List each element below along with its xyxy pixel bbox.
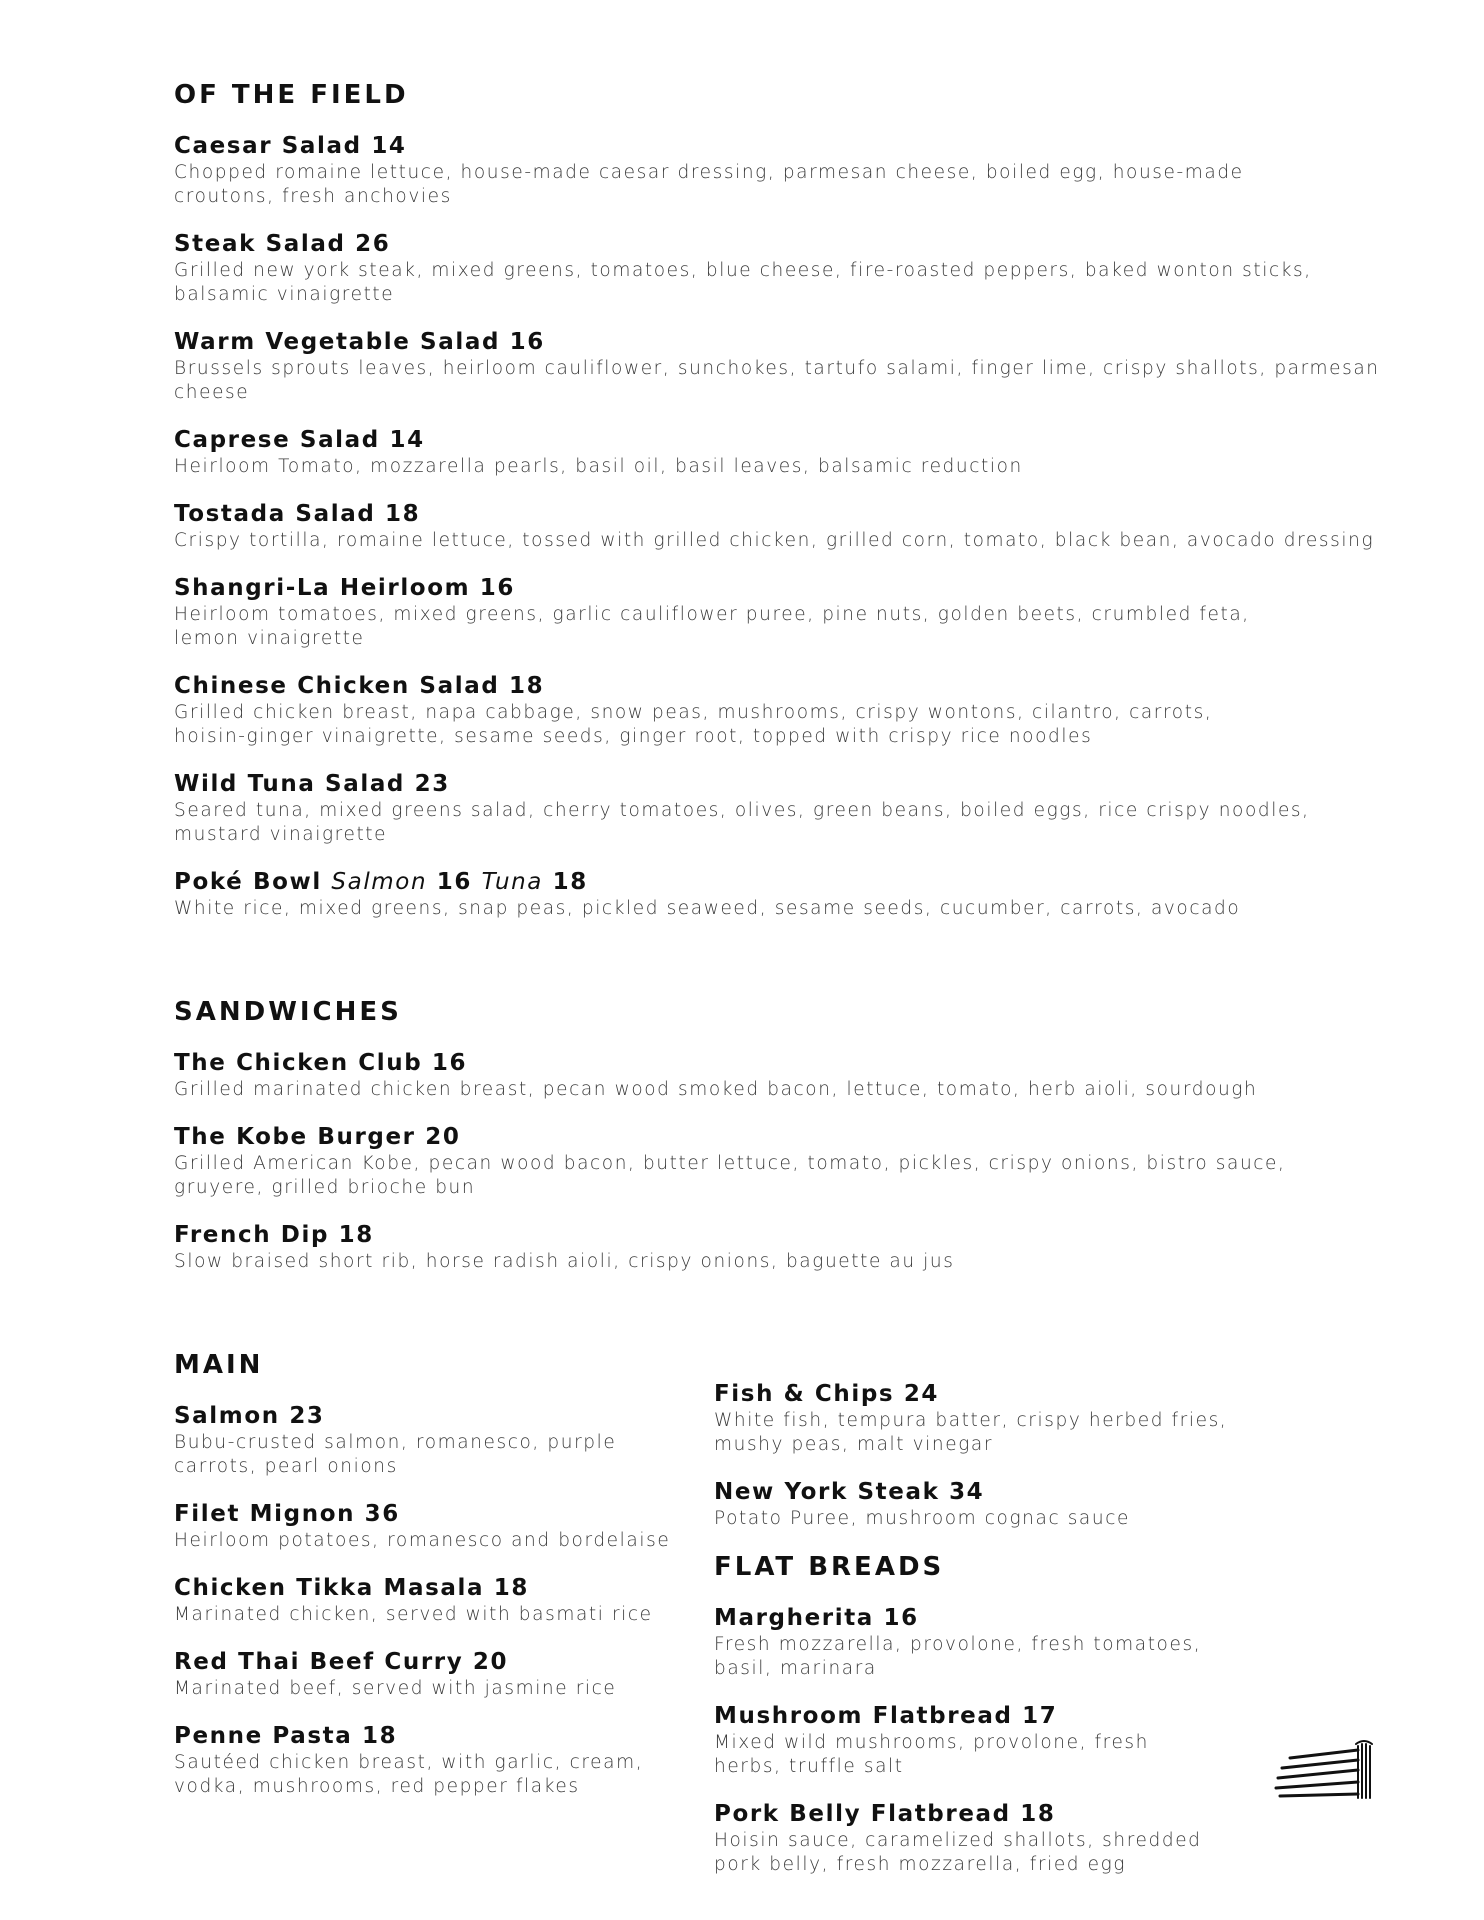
- right-column: [714, 1380, 1234, 1898]
- poke-option-label: Salmon: [331, 869, 428, 895]
- item-description: Chopped romaine lettuce, house-made caesar dressing, parmesan cheese, boiled egg, house-made croutons, fresh anchovies: [174, 162, 1244, 207]
- item-description: Grilled American Kobe, pecan wood bacon, butter lettuce, tomato, pickles, crispy onions, bistro sauce, gruyere, grilled brioche bun: [174, 1153, 1286, 1198]
- item-name: Wild Tuna Salad 23: [174, 771, 450, 797]
- menu-item: [174, 1221, 1394, 1274]
- section-title: MAIN: [174, 1350, 264, 1380]
- item-description: Mixed wild mushrooms, provolone, fresh herbs, truffle salt: [714, 1732, 1150, 1777]
- section-spacer: [174, 942, 1394, 997]
- menu-item: [174, 1500, 714, 1553]
- item-description: Hoisin sauce, caramelized shallots, shredded pork belly, fresh mozzarella, fried egg: [714, 1830, 1202, 1875]
- item-name: Salmon 23: [174, 1403, 325, 1429]
- item-description: Marinated beef, served with jasmine rice: [174, 1678, 617, 1699]
- item-description: Grilled new york steak, mixed greens, tomatoes, blue cheese, fire-roasted peppers, baked wonton sticks, balsamic vinaigrette: [174, 260, 1312, 305]
- two-column-section: [174, 1350, 1394, 1875]
- menu-item: [714, 1800, 1234, 1877]
- section-main: [174, 1350, 714, 1868]
- menu-item: [714, 1702, 1234, 1779]
- menu-item: [174, 1574, 714, 1627]
- field-list: [174, 132, 1394, 921]
- item-description: Fresh mozzarella, provolone, fresh tomatoes, basil, marinara: [714, 1634, 1202, 1679]
- section-sandwiches: [174, 997, 1394, 1274]
- section-spacer: [174, 1295, 1394, 1350]
- menu-item: [174, 230, 1394, 307]
- item-name: Steak Salad 26: [174, 231, 391, 257]
- item-name: The Chicken Club 16: [174, 1050, 468, 1076]
- item-name: Filet Mignon 36: [174, 1501, 400, 1527]
- item-name: Warm Vegetable Salad 16: [174, 329, 545, 355]
- item-name: New York Steak 34: [714, 1479, 985, 1505]
- item-name: Tostada Salad 18: [174, 501, 421, 527]
- menu-item: [174, 426, 1394, 479]
- item-description: Heirloom potatoes, romanesco and bordelaise: [174, 1530, 671, 1551]
- menu-item: [174, 500, 1394, 553]
- item-name: French Dip 18: [174, 1222, 374, 1248]
- section-title: OF THE FIELD: [174, 80, 409, 110]
- poke-option-label: Tuna: [481, 869, 543, 895]
- item-name: Penne Pasta 18: [174, 1723, 398, 1749]
- item-name: [174, 868, 1394, 896]
- item-description: Crispy tortilla, romaine lettuce, tossed with grilled chicken, grilled corn, tomato, black bean, avocado dressing: [174, 530, 1375, 551]
- section-flat-breads: [714, 1552, 1234, 1877]
- item-description: Brussels sprouts leaves, heirloom cauliflower, sunchokes, tartufo salami, finger lime, crispy shallots, parmesan cheese: [174, 358, 1380, 403]
- item-description: Seared tuna, mixed greens salad, cherry tomatoes, olives, green beans, boiled eggs, rice crispy noodles, mustard vinaigrette: [174, 800, 1310, 845]
- item-name: Red Thai Beef Curry 20: [174, 1649, 509, 1675]
- menu-page: [174, 80, 1394, 1875]
- item-name: Chinese Chicken Salad 18: [174, 673, 545, 699]
- item-description: Sautéed chicken breast, with garlic, cream, vodka, mushrooms, red pepper flakes: [174, 1752, 644, 1797]
- item-description: Potato Puree, mushroom cognac sauce: [714, 1508, 1130, 1529]
- item-description: Bubu-crusted salmon, romanesco, purple carrots, pearl onions: [174, 1432, 617, 1477]
- menu-item: [714, 1478, 1234, 1531]
- item-description: White fish, tempura batter, crispy herbed fries, mushy peas, malt vinegar: [714, 1410, 1228, 1455]
- poke-name: Poké Bowl: [174, 869, 322, 895]
- section-title: SANDWICHES: [174, 997, 402, 1027]
- menu-item: [174, 574, 1394, 651]
- item-name: Caprese Salad 14: [174, 427, 425, 453]
- section-title: FLAT BREADS: [714, 1552, 945, 1582]
- menu-item: [174, 1123, 1394, 1200]
- menu-item: [174, 132, 1394, 209]
- menu-item: [174, 1049, 1394, 1102]
- menu-item: [714, 1380, 1234, 1457]
- item-description: Slow braised short rib, horse radish aioli, crispy onions, baguette au jus: [174, 1251, 955, 1272]
- menu-item: [174, 1648, 714, 1701]
- item-description: Heirloom tomatoes, mixed greens, garlic cauliflower puree, pine nuts, golden beets, crumbled feta, lemon vinaigrette: [174, 604, 1250, 649]
- item-name: Caesar Salad 14: [174, 133, 407, 159]
- poke-option-price: 18: [552, 869, 588, 895]
- section-of-the-field: [174, 80, 1394, 921]
- item-description: White rice, mixed greens, snap peas, pickled seaweed, sesame seeds, cucumber, carrots, avocado: [174, 898, 1241, 919]
- item-description: Grilled chicken breast, napa cabbage, snow peas, mushrooms, crispy wontons, cilantro, carrots, hoisin-ginger vinaigrette, sesame seeds, ginger root, topped with crispy rice noodles: [174, 702, 1213, 747]
- item-name: Pork Belly Flatbread 18: [714, 1801, 1056, 1827]
- item-name: Chicken Tikka Masala 18: [174, 1575, 529, 1601]
- item-name: The Kobe Burger 20: [174, 1124, 461, 1150]
- menu-item: [174, 1722, 714, 1799]
- item-name: Margherita 16: [714, 1605, 919, 1631]
- item-description: Heirloom Tomato, mozzarella pearls, basil oil, basil leaves, balsamic reduction: [174, 456, 1023, 477]
- menu-item: [174, 672, 1394, 749]
- menu-item: [174, 770, 1394, 847]
- item-description: Marinated chicken, served with basmati rice: [174, 1604, 653, 1625]
- menu-item: [174, 1402, 714, 1479]
- restaurant-logo-icon: [1272, 1738, 1376, 1802]
- poke-option-price: 16: [436, 869, 472, 895]
- item-description: Grilled marinated chicken breast, pecan wood smoked bacon, lettuce, tomato, herb aioli, sourdough: [174, 1079, 1258, 1100]
- item-name: Shangri-La Heirloom 16: [174, 575, 515, 601]
- item-name: Mushroom Flatbread 17: [714, 1703, 1058, 1729]
- menu-item: [714, 1604, 1234, 1681]
- menu-item: [174, 328, 1394, 405]
- item-name: Fish & Chips 24: [714, 1381, 940, 1407]
- menu-item-poke-bowl: [174, 868, 1394, 921]
